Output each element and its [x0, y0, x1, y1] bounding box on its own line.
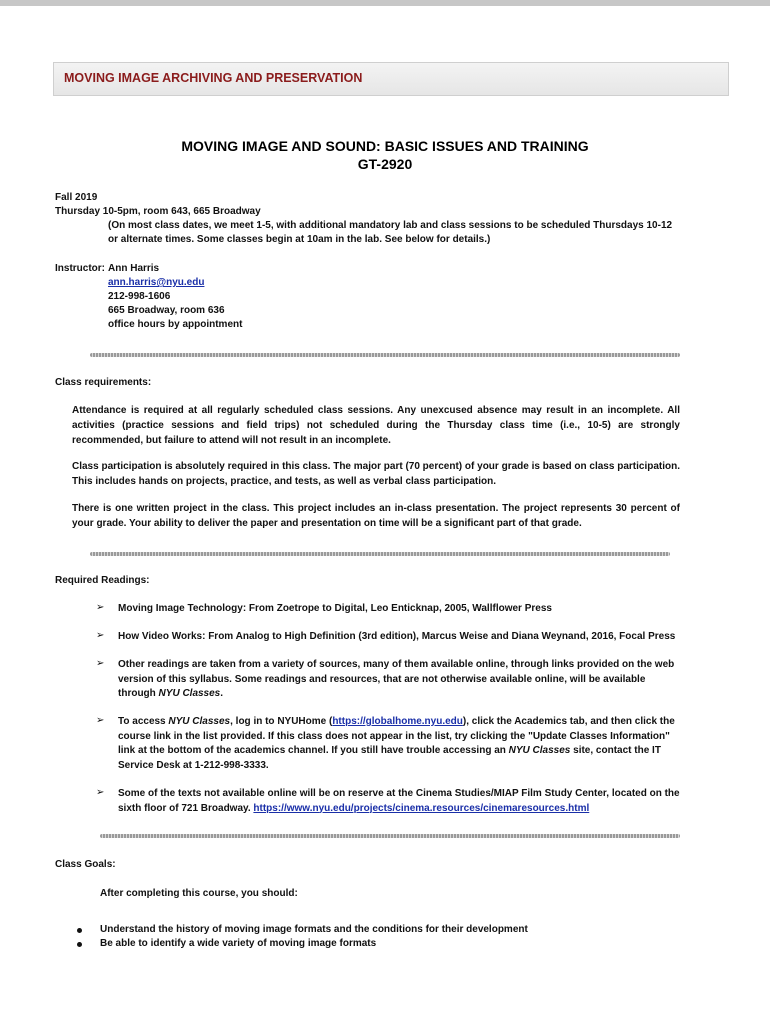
arrow-bullet-icon: ➢	[96, 715, 105, 726]
schedule-note-line2: or alternate times. Some classes begin at 10am in the lab. See below for details.)	[108, 234, 491, 245]
readings-heading: Required Readings:	[55, 575, 150, 586]
bullet-dot-icon	[77, 942, 82, 947]
requirements-project: There is one written project in the class. This project includes an in-class presentation. The project represents 30 percent of your grade. Your ability to deliver the paper and presentation on time will be a significant part of that grade.	[72, 503, 680, 529]
course-title: MOVING IMAGE AND SOUND: BASIC ISSUES AND TRAINING	[181, 138, 589, 154]
reading-item: How Video Works: From Analog to High Definition (3rd edition), Marcus Weise and Diana Weynand, 2016, Focal Press	[118, 631, 676, 642]
goals-intro: After completing this course, you should:	[100, 888, 298, 899]
instructor-email-link[interactable]: ann.harris@nyu.edu	[108, 277, 205, 288]
reading-item: Moving Image Technology: From Zoetrope to Digital, Leo Enticknap, 2005, Wallflower Press	[118, 603, 552, 614]
section-divider	[100, 834, 680, 838]
instructor-name: Ann Harris	[108, 263, 160, 274]
reading-item: Some of the texts not available online will be on reserve at the Cinema Studies/MIAP Film Study Center, located on the sixth floor of 721 Broadway. https://www.nyu.edu/projects/cinema.resources/cinemaresources.html	[118, 788, 680, 814]
term: Fall 2019	[55, 192, 98, 203]
cinema-resources-link[interactable]: https://www.nyu.edu/projects/cinema.resources/cinemaresources.html	[253, 802, 590, 814]
instructor-phone: 212-998-1606	[108, 291, 171, 302]
nyuhome-link[interactable]: https://globalhome.nyu.edu	[332, 716, 463, 727]
requirements-heading: Class requirements:	[55, 377, 152, 388]
class-time: Thursday 10-5pm, room 643, 665 Broadway	[55, 206, 261, 217]
page-top-edge	[0, 0, 770, 6]
goal-item: Be able to identify a wide variety of moving image formats	[100, 938, 377, 949]
schedule-note-line1: (On most class dates, we meet 1-5, with additional mandatory lab and class sessions to be scheduled Thursdays 10-12	[108, 220, 673, 231]
arrow-bullet-icon: ➢	[96, 602, 105, 613]
reading-item: To access NYU Classes, log in to NYUHome (https://globalhome.nyu.edu), click the Academics tab, and then click the course link in the list provided. If this class does not appear in the list, try clicking the "Update Classes Information" link at the bottom of the academics channel. If you still have trouble accessing an NYU Classes site, contact the IT Service Desk at 1-212-998-3333.	[118, 716, 675, 771]
goals-heading: Class Goals:	[55, 859, 116, 870]
goal-item: Understand the history of moving image formats and the conditions for their development	[100, 924, 528, 935]
arrow-bullet-icon: ➢	[96, 630, 105, 641]
arrow-bullet-icon: ➢	[96, 787, 105, 798]
arrow-bullet-icon: ➢	[96, 658, 105, 669]
instructor-label: Instructor:	[55, 263, 105, 274]
section-divider	[90, 552, 670, 556]
reading-item: Other readings are taken from a variety of sources, many of them available online, through links provided on the web version of this syllabus. Some readings and resources, that are not otherwise available online, will be available through NYU Classes.	[118, 659, 675, 699]
department-banner-text: MOVING IMAGE ARCHIVING AND PRESERVATION	[64, 71, 363, 85]
requirements-participation: Class participation is absolutely required in this class. The major part (70 percent) of your grade is based on class participation. This includes hands on projects, practice, and tests, as well as verbal class participation.	[72, 461, 680, 487]
instructor-office: 665 Broadway, room 636	[108, 305, 225, 316]
instructor-email-row	[108, 276, 204, 290]
office-hours: office hours by appointment	[108, 319, 243, 330]
department-banner	[53, 62, 729, 96]
requirements-attendance: Attendance is required at all regularly scheduled class sessions. Any unexcused absence may result in an incomplete. All activities (practice sessions and field trips) not scheduled during the Thursday class time (i.e., 10-5) are strongly recommended, but failure to attend will not result in an incomplete.	[72, 405, 680, 446]
section-divider	[90, 353, 680, 357]
course-code: GT-2920	[357, 156, 413, 172]
bullet-dot-icon	[77, 928, 82, 933]
